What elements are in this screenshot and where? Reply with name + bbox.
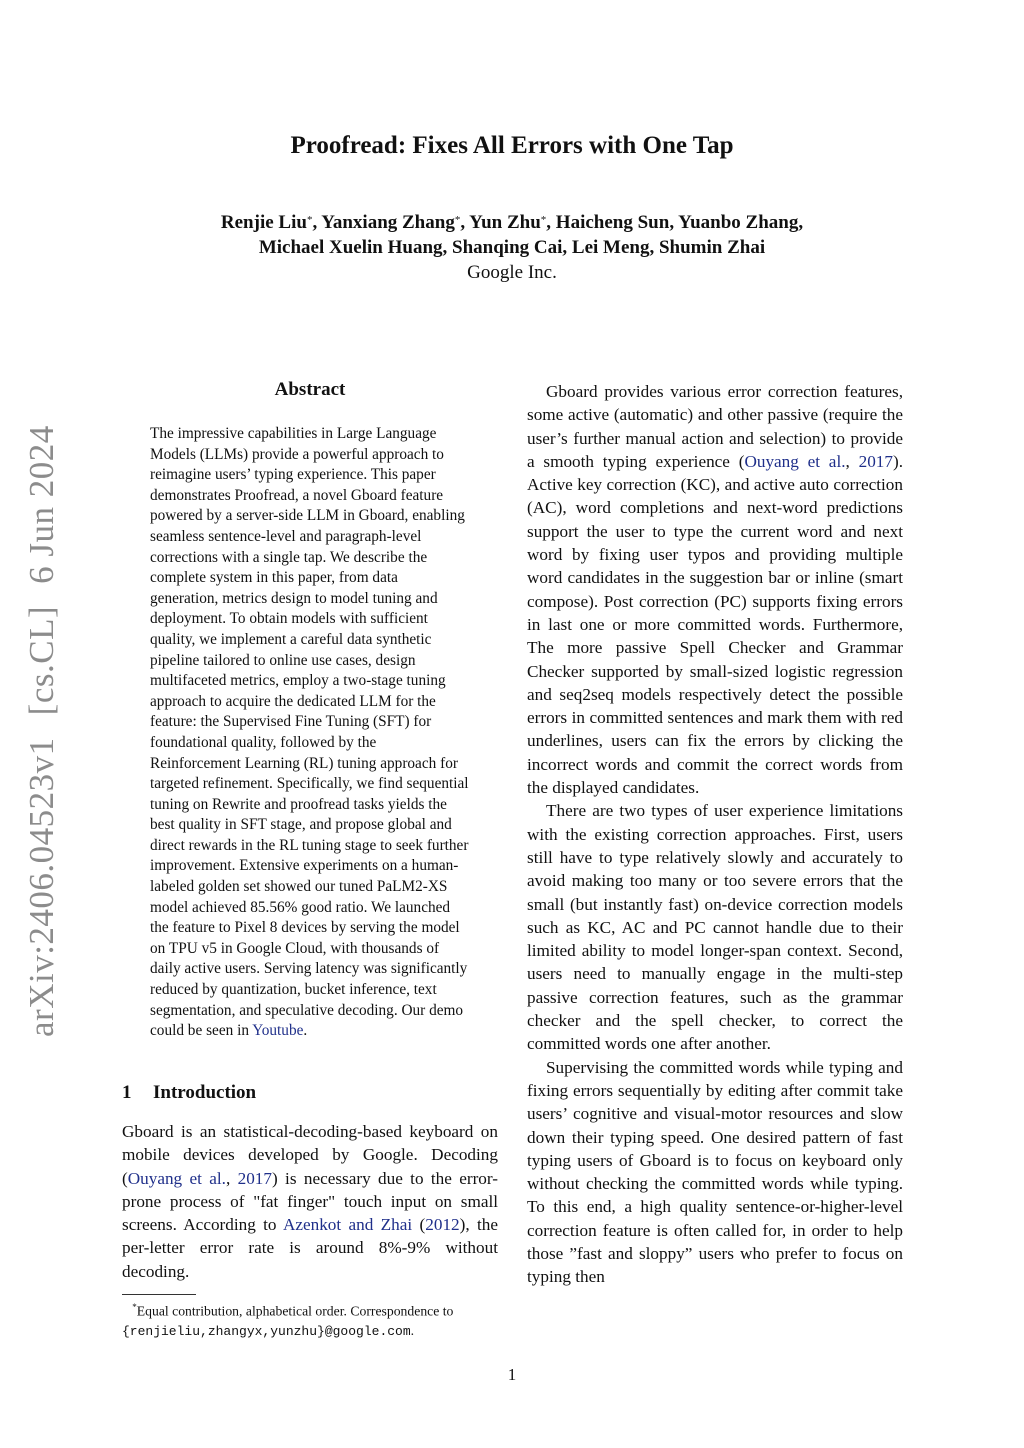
abstract-heading: Abstract bbox=[274, 379, 346, 400]
citation-year-link[interactable]: 2017 bbox=[858, 451, 893, 471]
author-name: Haicheng Sun bbox=[555, 212, 670, 233]
section-number: 1 bbox=[122, 1082, 132, 1103]
abstract-body bbox=[150, 424, 470, 1042]
right-column bbox=[527, 380, 903, 1289]
paragraph-text: ), the per-letter error rate is around 8%-9% without decoding. bbox=[122, 1215, 498, 1281]
section-heading-introduction bbox=[122, 1081, 256, 1105]
page-number: 1 bbox=[507, 1365, 517, 1384]
arxiv-identifier-stamp bbox=[22, 425, 62, 1037]
section-title: Introduction bbox=[153, 1082, 257, 1103]
paper-title: Proofread: Fixes All Errors with One Tap bbox=[290, 132, 734, 159]
arxiv-date: 6 Jun 2024 bbox=[22, 425, 61, 584]
author-name: Renjie Liu bbox=[220, 212, 307, 233]
period: . bbox=[410, 1322, 415, 1338]
period: . bbox=[303, 1022, 308, 1040]
email-addresses: {renjieliu,zhangyx,yunzhu}@google.com bbox=[122, 1323, 411, 1339]
author-name: Yuanbo Zhang bbox=[678, 212, 799, 233]
paragraph-text: Gboard is an statistical-decoding-based keyboard on mobile devices developed by Google. Decoding ( bbox=[122, 1122, 498, 1188]
author-name: Yanxiang Zhang bbox=[321, 212, 455, 233]
separator: , bbox=[669, 212, 675, 233]
citation-separator: , bbox=[845, 451, 859, 471]
author-name: Yun Zhu bbox=[469, 212, 541, 233]
separator: , bbox=[562, 237, 568, 258]
paragraph: Supervising the committed words while typing and fixing errors sequentially by editing after commit take users’ cognitive and visual-motor resources and slow down their typing speed. One desired pattern of fast typing users of Gboard is to focus on keyboard only without checking the committed words while typing. To this end, a high quality sentence-or-higher-level correction feature is often called for, in order to help those ”fast and sloppy” users who prefer to focus on typing then bbox=[527, 1057, 903, 1287]
author-name: Shanqing Cai bbox=[452, 237, 563, 258]
separator: , bbox=[798, 212, 804, 233]
equal-contribution-mark: * bbox=[540, 214, 547, 226]
footnote-text: Equal contribution, alphabetical order. Correspondence to bbox=[136, 1303, 454, 1319]
abstract-text: The impressive capabilities in Large Language Models (LLMs) provide a powerful approach to reimagine users’ typing experience. This paper demonstrates Proofread, a novel Gboard feature powered by a server-side LLM in Gboard, enabling seamless sentence-level and paragraph-level corrections with a single tap. We describe the complete system in this paper, from data generation, metrics design to model tuning and deployment. To obtain models with sufficient quality, we implement a careful data synthetic pipeline tailored to online use cases, design multifaceted metrics, employ a two-stage tuning approach to acquire the dedicated LLM for the feature: the Supervised Fine Tuning (SFT) for foundational quality, followed by the Reinforcement Learning (RL) tuning approach for targeted refinement. Specifically, we find sequential tuning on Rewrite and proofread tasks yields the best quality in SFT stage, and propose global and direct rewards in the RL tuning stage to seek further improvement. Extensive experiments on a human-labeled golden set showed our tuned PaLM2-XS model achieved 85.56% good ratio. We launched the feature to Pixel 8 devices by serving the model on TPU v5 in Google Cloud, with thousands of daily active users. Serving latency was significantly reduced by quantization, bucket inference, text segmentation, and speculative decoding. Our demo could be seen in bbox=[150, 425, 469, 1040]
paragraph: There are two types of user experience limitations with the existing correction approaches. First, users still have to type relatively slowly and accurately to avoid making too many or too severe errors that the small (but instantly fast) on-device correction models such as KC, AC and PC cannot handle due to their limited ability to model longer-span context. Second, users need to manually engage in the multi-step passive correction features, such as the grammar checker and the spell checker, to correct the committed words one after another. bbox=[527, 801, 903, 1054]
equal-contribution-mark: * bbox=[306, 214, 313, 226]
paragraph-text: Gboard provides various error correction features, some active (automatic) and other passive (require the user’s further manual action and selection) to provide a smooth typing experience ( bbox=[527, 382, 903, 471]
author-line-1 bbox=[0, 210, 1024, 235]
author-block bbox=[0, 210, 1024, 285]
introduction-paragraph bbox=[122, 1120, 498, 1283]
citation-separator: ( bbox=[412, 1215, 426, 1235]
paragraph bbox=[527, 380, 903, 799]
citation-link[interactable]: Ouyang et al. bbox=[744, 451, 846, 471]
separator: , bbox=[546, 212, 552, 233]
affiliation: Google Inc. bbox=[467, 262, 557, 283]
citation-link[interactable]: Azenkot and Zhai bbox=[282, 1215, 413, 1235]
separator: , bbox=[312, 212, 318, 233]
citation-link[interactable]: Ouyang et al. bbox=[127, 1168, 226, 1188]
citation-separator: , bbox=[225, 1168, 238, 1188]
citation-year-link[interactable]: 2017 bbox=[237, 1168, 272, 1188]
youtube-link[interactable]: Youtube bbox=[252, 1022, 304, 1040]
separator: , bbox=[460, 212, 466, 233]
citation-year-link[interactable]: 2012 bbox=[425, 1215, 460, 1235]
footnote bbox=[122, 1298, 502, 1341]
paragraph-text: ) is necessary due to the error-prone process of "fat finger" touch input on small screens. According to bbox=[122, 1168, 499, 1235]
footnote-mark: * bbox=[132, 1302, 137, 1312]
equal-contribution-mark: * bbox=[454, 214, 461, 226]
author-name: Michael Xuelin Huang bbox=[258, 237, 443, 258]
separator: , bbox=[649, 237, 655, 258]
arxiv-category: [cs.CL] bbox=[22, 605, 61, 716]
author-name: Shumin Zhai bbox=[658, 237, 766, 258]
author-name: Lei Meng bbox=[571, 237, 650, 258]
footnote-divider bbox=[122, 1294, 196, 1295]
separator: , bbox=[442, 237, 448, 258]
paragraph-text: ). Active key correction (KC), and active auto correction (AC), word completions and next-word predictions support the user to type the current word and next word by fixing user typos and providing multiple word candidates in the suggestion bar or inline (smart compose). Post correction (PC) supports fixing errors in last one or more committed words. Furthermore, The more passive Spell Checker and Grammar Checker supported by small-sized logistic regression and seq2seq models respectively detect the possible errors in committed sentences and mark them with red underlines, users can fix the errors by clicking the incorrect words and commit the correct words from the displayed candidates. bbox=[527, 451, 903, 798]
arxiv-id: arXiv:2406.04523v1 bbox=[22, 737, 61, 1037]
author-line-2 bbox=[0, 235, 1024, 260]
